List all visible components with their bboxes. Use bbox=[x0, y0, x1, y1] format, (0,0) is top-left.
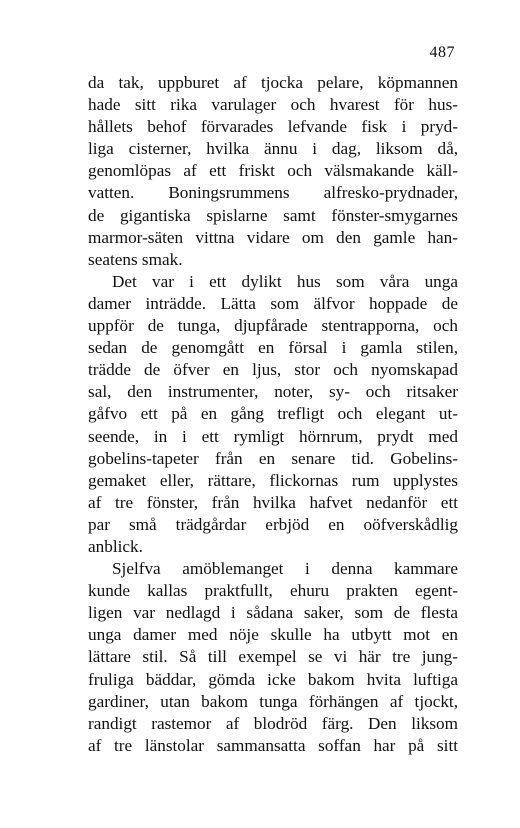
text-line: vatten. Boningsrummens alfresko-prydnader, bbox=[88, 183, 458, 203]
text-line: marmor-säten vittna vidare om den gamle han- bbox=[88, 227, 458, 247]
text-line: af tre fönster, från hvilka hafvet nedanför ett bbox=[88, 492, 458, 512]
text-line: hållets behof förvarades lefvande fisk i pryd- bbox=[88, 117, 458, 137]
text-line: lättare stil. Så till exempel se vi här tre jung- bbox=[88, 647, 458, 667]
text-line: sedan de genomgått en försal i gamla stilen, bbox=[88, 338, 458, 358]
text-line: anblick. bbox=[88, 536, 143, 556]
text-line: liga cisterner, hvilka ännu i dag, liksom då, bbox=[88, 139, 458, 159]
text-line: gemaket eller, rättare, flickornas rum upplystes bbox=[88, 470, 458, 490]
text-line: gardiner, utan bakom tunga förhängen af tjockt, bbox=[88, 691, 458, 711]
text-line: seende, in i ett rymligt hörnrum, prydt med bbox=[88, 426, 458, 446]
text-line: sal, den instrumenter, noter, sy- och ritsaker bbox=[88, 382, 458, 402]
text-line: randigt rastemor af blodröd färg. Den liksom bbox=[88, 713, 458, 733]
body-text bbox=[88, 72, 458, 757]
text-line: trädde de öfver en ljus, stor och nyomskapad bbox=[88, 360, 458, 380]
text-line: fruliga bäddar, gömda icke bakom hvita luftiga bbox=[88, 669, 458, 689]
text-line: genomlöpas af ett friskt och välsmakande käll- bbox=[88, 161, 458, 181]
text-line: ligen var nedlagd i sådana saker, som de flesta bbox=[88, 603, 458, 623]
text-line: af tre länstolar sammansatta soffan har på sitt bbox=[88, 735, 458, 755]
text-line: damer inträdde. Lätta som älfvor hoppade de bbox=[88, 293, 458, 313]
text-line: seatens smak. bbox=[88, 249, 183, 269]
text-line: unga damer med nöje skulle ha utbytt mot en bbox=[88, 625, 458, 645]
text-line: par små trädgårdar erbjöd en oöfverskådlig bbox=[88, 514, 458, 534]
page-number: 487 bbox=[429, 44, 455, 61]
text-line: da tak, uppburet af tjocka pelare, köpmannen bbox=[88, 73, 458, 92]
text-line: de gigantiska spislarne samt fönster-smygarnes bbox=[88, 205, 458, 225]
text-line: uppför de tunga, djupfårade stentrapporna, och bbox=[88, 316, 458, 336]
text-line: gåfvo ett på en gång trefligt och elegant ut- bbox=[88, 404, 458, 424]
text-line: kunde kallas praktfullt, ehuru prakten egent- bbox=[88, 581, 458, 601]
text-line: gobelins-tapeter från en senare tid. Gobelins- bbox=[88, 448, 458, 468]
text-line: hade sitt rika varulager och hvarest för hus- bbox=[88, 95, 458, 115]
paragraph-start-line: Sjelfva amöblemanget i denna kammare bbox=[112, 559, 458, 579]
paragraph-start-line: Det var i ett dylikt hus som våra unga bbox=[112, 271, 458, 291]
